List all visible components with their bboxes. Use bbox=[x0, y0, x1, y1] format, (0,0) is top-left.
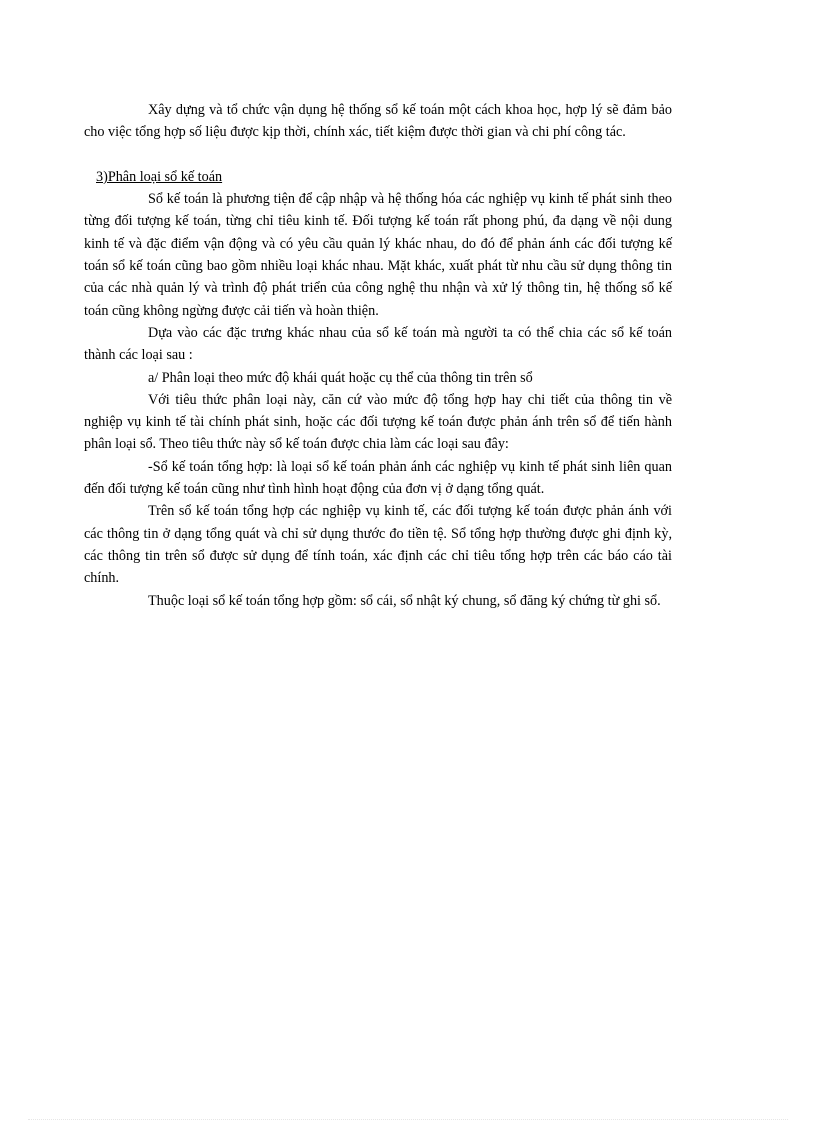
blank-line bbox=[84, 144, 672, 166]
paragraph-general-ledger-definition: -Sổ kế toán tổng hợp: là loại sổ kế toán phản ánh các nghiệp vụ kinh tế phát sinh liên quan đến đối tượng kế toán cũng như tình hình hoạt động của đơn vị ở dạng tổng quát. bbox=[84, 458, 672, 498]
paragraph-classification-intro: Dựa vào các đặc trưng khác nhau của sổ kế toán mà người ta có thể chia các sổ kế toán thành các loại sau : bbox=[84, 324, 672, 364]
paragraph-general-ledger-detail: Trên sổ kế toán tổng hợp các nghiệp vụ kinh tế, các đối tượng kế toán được phản ánh với các thông tin ở dạng tổng quát và chỉ sử dụng thước đo tiền tệ. Sổ tổng hợp thường được ghi định kỳ, các thông tin trên sổ được sử dụng để tính toán, xác định các chỉ tiêu tổng hợp trên các báo cáo tài chính. bbox=[84, 503, 672, 587]
subheading-a: a/ Phân loại theo mức độ khái quát hoặc cụ thể của thông tin trên sổ bbox=[148, 369, 533, 386]
page-bottom-divider bbox=[28, 1119, 788, 1120]
section-heading: 3)Phân loại sổ kế toán bbox=[96, 168, 223, 185]
document-body bbox=[84, 99, 672, 612]
intro-paragraph: Xây dựng và tổ chức vận dụng hệ thống sổ kế toán một cách khoa học, hợp lý sẽ đảm bảo cho việc tổng hợp số liệu được kịp thời, chính xác, tiết kiệm được thời gian và chi phí công tác. bbox=[84, 102, 672, 141]
paragraph-general-ledger-types: Thuộc loại sổ kế toán tổng hợp gồm: sổ cái, sổ nhật ký chung, sổ đăng ký chứng từ ghi sổ. bbox=[148, 592, 661, 609]
paragraph-criteria: Với tiêu thức phân loại này, căn cứ vào mức độ tổng hợp hay chi tiết của thông tin về nghiệp vụ kinh tế tài chính phát sinh, hoặc các đối tượng kế toán được phản ánh trên sổ để tiến hành phân loại sổ. Theo tiêu thức này sổ kế toán được chia làm các loại sau đây: bbox=[84, 391, 672, 453]
paragraph-definition: Sổ kế toán là phương tiện để cập nhập và hệ thống hóa các nghiệp vụ kinh tế phát sinh theo từng đối tượng kế toán, từng chỉ tiêu kinh tế. Đối tượng kế toán rất phong phú, đa dạng về nội dung kinh tế và đặc điểm vận động và có yêu cầu quản lý khác nhau, do đó để phản ánh các đối tượng kế toán sổ kế toán cũng bao gồm nhiều loại khác nhau. Mặt khác, xuất phát từ nhu cầu sử dụng thông tin của các nhà quản lý và trình độ phát triển của công nghệ thu nhận và xử lý thông tin, hệ thống sổ kế toán cũng không ngừng được cải tiến và hoàn thiện. bbox=[84, 191, 672, 319]
